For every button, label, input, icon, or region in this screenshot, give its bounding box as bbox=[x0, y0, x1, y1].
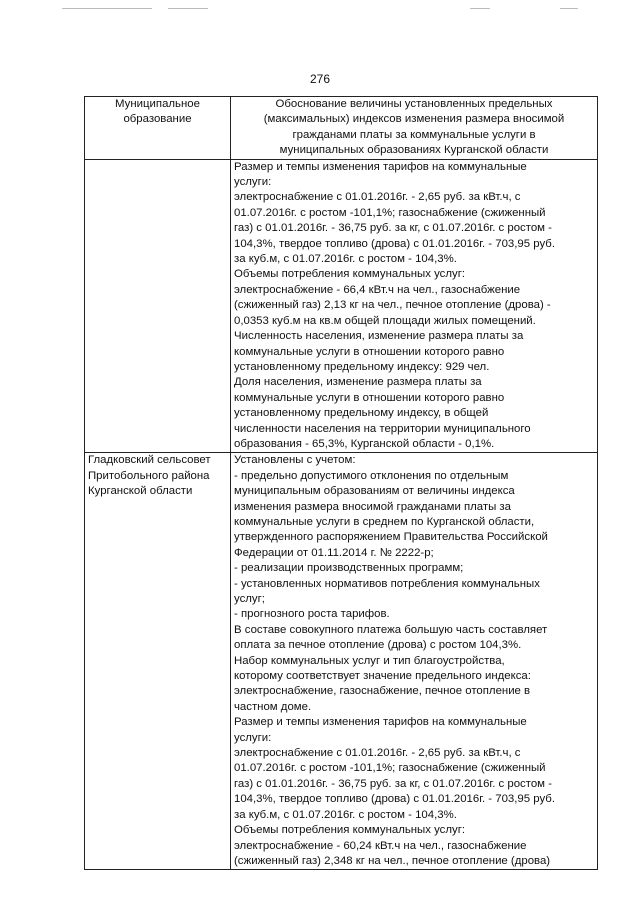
text-line: образования - 65,3%, Курганской области - 0,1%. bbox=[234, 437, 495, 450]
text-line: утвержденного распоряжением Правительства Российской bbox=[234, 531, 548, 544]
text-line: муниципальным образованиям от величины индекса bbox=[234, 485, 515, 498]
text-line: коммунальные услуги в среднем по Курганской области, bbox=[234, 515, 535, 528]
header-justification bbox=[231, 97, 598, 160]
text-line: Численность населения, изменение размера платы за bbox=[234, 330, 524, 343]
text-line: 01.07.2016г. с ростом -101,1%; газоснабжение (сжиженный bbox=[234, 206, 546, 219]
justification-cell bbox=[231, 453, 598, 870]
header-line: Муниципальное bbox=[115, 98, 200, 110]
text-line: установленному предельному индексу, в общей bbox=[234, 407, 489, 420]
municipality-line: Притобольного района bbox=[88, 469, 210, 482]
text-line: Установлены с учетом: bbox=[234, 454, 356, 467]
text-line: электроснабжение с 01.01.2016г. - 2,65 руб. за кВт.ч, с bbox=[234, 747, 521, 760]
text-line: за куб.м, с 01.07.2016г. с ростом - 104,3%. bbox=[234, 253, 457, 266]
text-line: (сжиженный газ) 2,13 кг на чел., печное отопление (дрова) - bbox=[234, 299, 551, 312]
municipality-cell bbox=[85, 159, 231, 453]
text-line: - установленных нормативов потребления коммунальных bbox=[234, 577, 540, 590]
text-line: Объемы потребления коммунальных услуг: bbox=[234, 824, 466, 837]
scan-artifacts bbox=[0, 8, 640, 12]
text-line: которому соответствует значение предельного индекса: bbox=[234, 670, 531, 683]
header-municipality bbox=[85, 97, 231, 160]
text-line: - предельно допустимого отклонения по отдельным bbox=[234, 469, 509, 482]
text-line: услуги: bbox=[234, 731, 272, 744]
text-line: Набор коммунальных услуг и тип благоустройства, bbox=[234, 654, 505, 667]
text-line: газ) с 01.01.2016г. - 36,75 руб. за кг, с 01.07.2016г. с ростом - bbox=[234, 222, 552, 235]
page-number: 276 bbox=[309, 72, 331, 86]
text-line: Федерации от 01.11.2014 г. № 2222-р; bbox=[234, 546, 434, 559]
table-row bbox=[85, 159, 598, 453]
text-line: оплата за печное отопление (дрова) с ростом 104,3%. bbox=[234, 639, 522, 652]
text-line: частном доме. bbox=[234, 700, 312, 713]
table-row bbox=[85, 453, 598, 870]
header-line: гражданами платы за коммунальные услуги в bbox=[292, 128, 536, 141]
table-header-row bbox=[85, 97, 598, 160]
text-line: электроснабжение - 60,24 кВт.ч на чел., газоснабжение bbox=[234, 839, 527, 852]
justification-table bbox=[84, 96, 598, 870]
header-line: Обоснование величины установленных предельных bbox=[275, 98, 553, 110]
municipality-line: Курганской области bbox=[88, 485, 193, 498]
text-line: - прогнозного роста тарифов. bbox=[234, 608, 390, 621]
text-line: - реализации производственных программ; bbox=[234, 562, 464, 575]
text-line: услуги: bbox=[234, 176, 272, 189]
municipality-line: Гладковский сельсовет bbox=[88, 454, 211, 467]
text-line: численности населения на территории муниципального bbox=[234, 422, 531, 435]
text-line: Размер и темпы изменения тарифов на коммунальные bbox=[234, 716, 527, 729]
text-line: за куб.м, с 01.07.2016г. с ростом - 104,3%. bbox=[234, 808, 457, 821]
justification-cell bbox=[231, 159, 598, 453]
text-line: (сжиженный газ) 2,348 кг на чел., печное отопление (дрова) bbox=[234, 854, 551, 867]
text-line: В составе совокупного платежа большую часть составляет bbox=[234, 623, 548, 636]
text-line: электроснабжение с 01.01.2016г. - 2,65 руб. за кВт.ч, с bbox=[234, 191, 521, 204]
text-line: 01.07.2016г. с ростом -101,1%; газоснабжение (сжиженный bbox=[234, 762, 546, 775]
header-line: (максимальных) индексов изменения размера вносимой bbox=[263, 113, 565, 126]
text-line: услуг; bbox=[234, 593, 265, 605]
text-line: коммунальные услуги в отношении которого равно bbox=[234, 345, 505, 358]
header-line: образование bbox=[123, 113, 192, 126]
text-line: электроснабжение - 66,4 кВт.ч на чел., газоснабжение bbox=[234, 283, 521, 296]
text-line: Размер и темпы изменения тарифов на коммунальные bbox=[234, 160, 527, 173]
text-line: Объемы потребления коммунальных услуг: bbox=[234, 268, 466, 281]
text-line: Доля населения, изменение размера платы за bbox=[234, 376, 482, 389]
text-line: электроснабжение, газоснабжение, печное отопление в bbox=[234, 685, 531, 698]
text-line: коммунальные услуги в отношении которого равно bbox=[234, 391, 505, 404]
text-line: изменения размера вносимой гражданами платы за bbox=[234, 500, 511, 513]
text-line: 104,3%, твердое топливо (дрова) с 01.01.2016г. - 703,95 руб. bbox=[234, 793, 555, 806]
text-line: 0,0353 куб.м на кв.м общей площади жилых помещений. bbox=[234, 314, 536, 327]
header-line: муниципальных образованиях Курганской области bbox=[279, 144, 549, 157]
text-line: установленному предельному индексу: 929 чел. bbox=[234, 360, 490, 373]
text-line: 104,3%, твердое топливо (дрова) с 01.01.2016г. - 703,95 руб. bbox=[234, 237, 555, 250]
text-line: газ) с 01.01.2016г. - 36,75 руб. за кг, с 01.07.2016г. с ростом - bbox=[234, 777, 552, 790]
municipality-cell bbox=[85, 453, 231, 870]
